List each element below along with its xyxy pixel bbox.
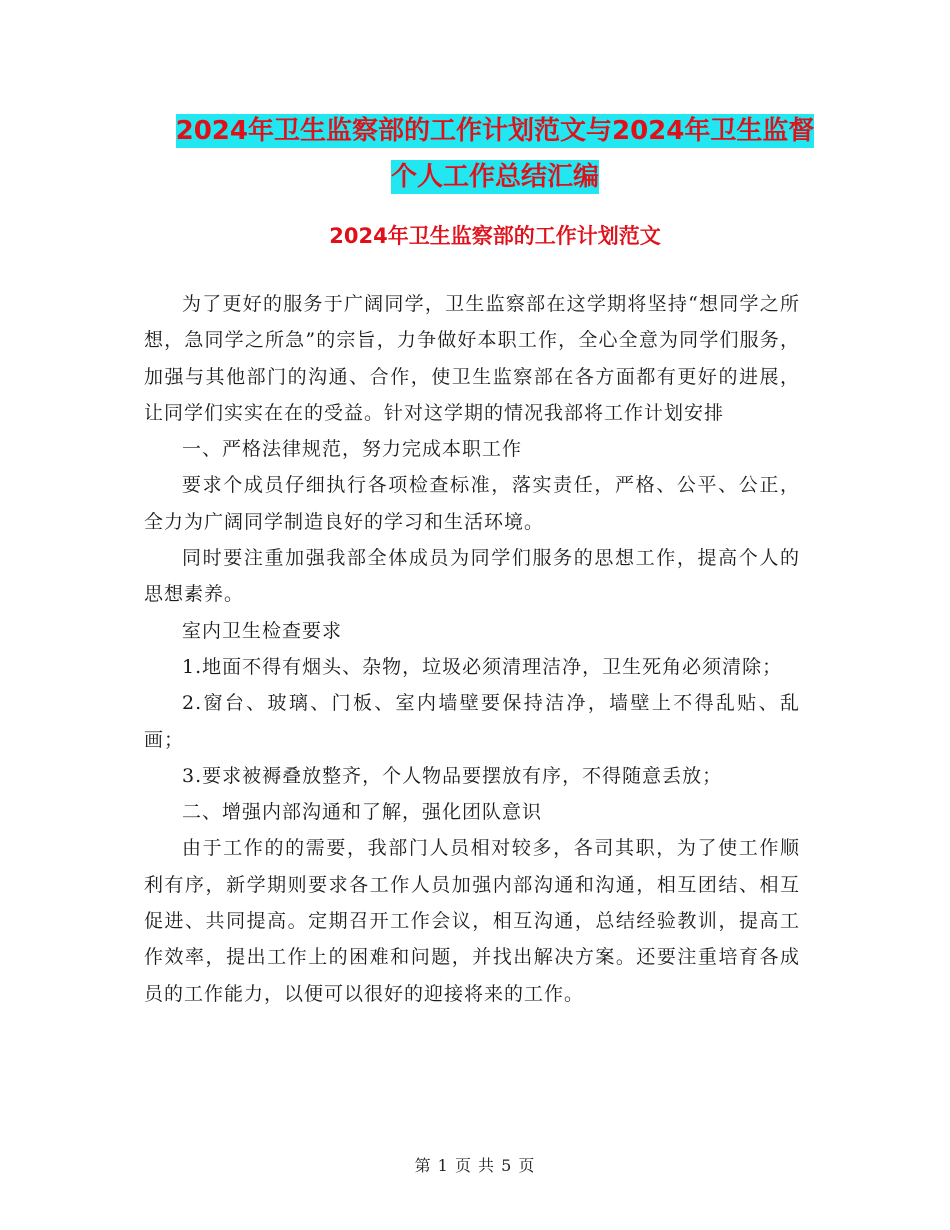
document-title-line2: 个人工作总结汇编 — [390, 162, 599, 192]
document-title-line1: 2024年卫生监察部的工作计划范文与2024年卫生监督 — [175, 116, 815, 146]
paragraph: 1.地面不得有烟头、杂物，垃圾必须清理洁净，卫生死角必须清除； — [182, 655, 783, 678]
section-title: 2024年卫生监察部的工作计划范文 — [329, 224, 661, 248]
page-footer: 第 1 页 共 5 页 — [414, 1156, 536, 1175]
paragraph: 3.要求被褥叠放整齐，个人物品要摆放有序，不得随意丢放； — [182, 764, 723, 787]
paragraph: 二、增强内部沟通和了解，强化团队意识 — [182, 801, 543, 824]
paragraph: 由于工作的的需要，我部门人员相对较多，各司其职，为了使工作顺利有序，新学期则要求各工作人员加强内部沟通和沟通，相互团结、相互促进、共同提高。定期召开工作会议，相互沟通，总结经验教训，提高工作效率，提出工作上的困难和问题，并找出解决方案。还要注重培育各成员的工作能力，以便可以很好的迎接将来的工作。 — [144, 837, 800, 1005]
paragraph: 为了更好的服务于广阔同学，卫生监察部在这学期将坚持“想同学之所想，急同学之所急”的宗旨，力争做好本职工作，全心全意为同学们服务，加强与其他部门的沟通、合作，使卫生监察部在各方面都有更好的进展，让同学们实实在在的受益。针对这学期的情况我部将工作计划安排 — [144, 293, 800, 424]
paragraph: 同时要注重加强我部全体成员为同学们服务的思想工作，提高个人的思想素养。 — [144, 547, 800, 606]
paragraph: 室内卫生检查要求 — [182, 619, 343, 642]
paragraph: 要求个成员仔细执行各项检查标准，落实责任，严格、公平、公正，全力为广阔同学制造良好的学习和生活环境。 — [144, 474, 800, 533]
document-title — [140, 108, 850, 200]
paragraph: 一、严格法律规范，努力完成本职工作 — [182, 438, 523, 461]
paragraph: 2.窗台、玻璃、门板、室内墙壁要保持洁净，墙壁上不得乱贴、乱画； — [144, 692, 800, 751]
document-body — [144, 286, 800, 1012]
